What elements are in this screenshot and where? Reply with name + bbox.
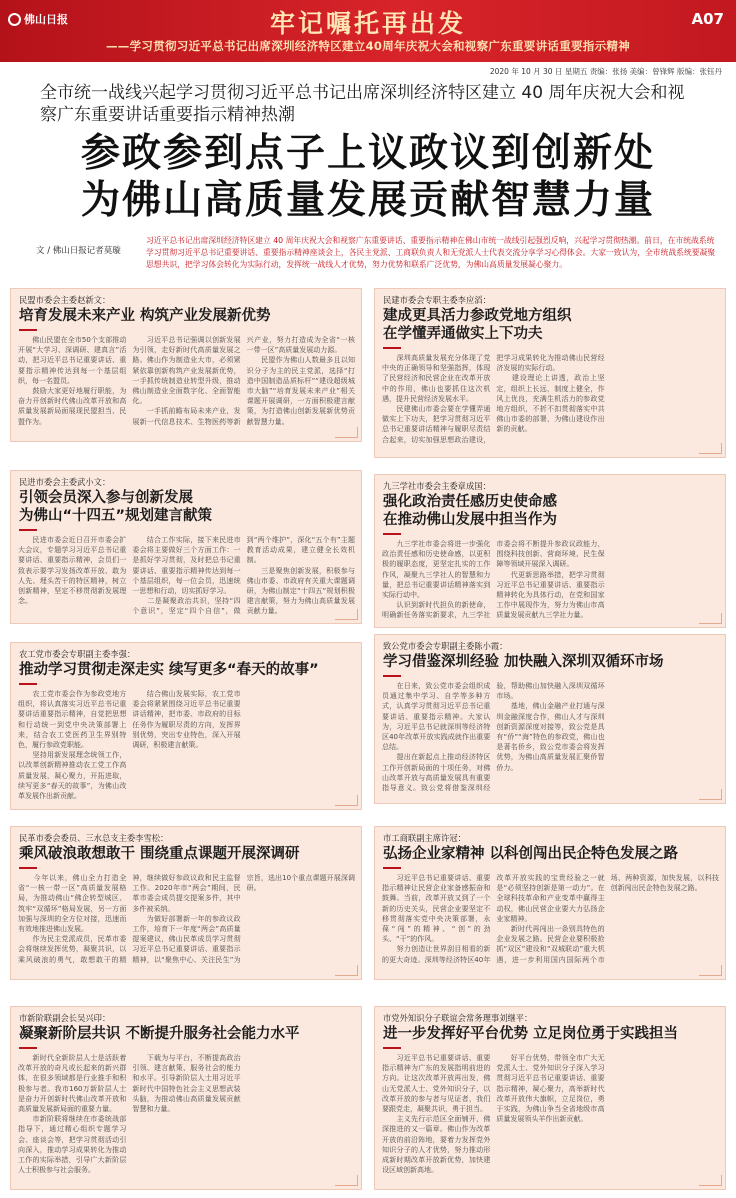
article-title-line: 推动学习贯彻走深走实 续写更多“春天的故事” (19, 662, 319, 678)
article-paragraph: 民盟作为佛山人数最多且以知识分子为主的民主党派，选择“打造中国制造品质标杆”“建设超级城市大脑”“培育发展未来产业”相关课题开展调研，一方面积极建言献策，为打造佛山创新发展新优势贡献智慧力量。 (246, 356, 355, 426)
article-paragraph: 深圳高质量发展充分体现了党中央的正确领导和坚强指挥，体现了民营经济和民营企业在改革开放中的作用，佛山也要抓住这次机遇，提升民营经济发展水平。 (382, 354, 491, 403)
article-paragraph: 新时代再闯出一条别具特色的企业发展之路。民营企业要积极抢抓“双区”建设和“双城联动”重大机遇，进一步利用国内国际两个市场、两种资源，加快发展，以科技创新闯出民企特色发展之路。 (496, 874, 719, 964)
article-paragraph: 佛山民盟在全市50个支部推动开展“大学习、深调研、建真言”活动，把习近平总书记重要讲话、重要指示精神传达到每一个基层组织，每一名盟员。 (18, 336, 127, 385)
article-box (374, 1006, 726, 1190)
title-underline (19, 1047, 37, 1049)
lead-paragraph: 习近平总书记出席深圳经济特区建立 40 周年庆祝大会和视察广东重要讲话、重要指示精神在佛山市统一战线引起强烈反响，兴起学习贯彻热潮。前日，在市统战系统学习贯彻习近平总书记重要讲话、重要指示精神座谈会上，各民主党派、工商联负责人和无党派人士代表交流分享学习心得体会。大家一致认为，全市统战系统要凝聚思想共识，把学习体会转化为实际行动，发挥统一战线人才优势，努力优势和联系广泛优势，为佛山高质量发展凝心聚力。 (146, 236, 716, 269)
title-underline (383, 867, 401, 869)
section-subhead: ——学习贯彻习近平总书记出席深圳经济特区建立40周年庆祝大会和视察广东重要讲话重要指示精神 (106, 39, 630, 53)
article-box (374, 826, 726, 980)
article-paragraph: 习近平总书记重要讲话、重要指示精神让民营企业家备感振奋和鼓舞。当前，改革开放又到了一个新的历史关头，民营企业要坚定不移贯彻落实党中央决策部署，永葆“闯”的精神、“创”的劲头、“干”的作风。 (382, 874, 491, 944)
article-author: 九三学社市委会主委章成国： (383, 481, 491, 491)
article-author: 民进市委会主委武小文： (19, 477, 111, 487)
article-paragraph: 在日来，致公党市委会组织成员通过集中学习、自学等多种方式，认真学习贯彻习近平总书记重要讲话、重要指示精神。大家认为，习近平总书记就深圳等经济特区40年改革开放实践成就作出重要总结。 (382, 682, 491, 752)
article-box (374, 634, 726, 804)
article-paragraph: 鼓励大家更好地履行职能，为奋力开创新时代佛山改革开放和高质量发展新局面展现民盟担当、民盟作为。 (18, 387, 127, 426)
article-author: 农工党市委会专职副主委李强： (19, 649, 136, 659)
box-corner-ornament (335, 427, 358, 438)
title-underline (383, 675, 401, 677)
article-paragraph: 一手抓前瞻布局未来产业，发展新一代信息技术、生物医药等新兴产业，努力打造成为全省“一核一带一区”高质量发展动力源。 (132, 336, 355, 426)
article-paragraph: 下载为与平台，不断提高政治引领、建言献策、服务社会的能力和水平。引导新阶层人士用习近平新时代中国特色社会主义思想武装头脑，为推动佛山高质量发展贡献智慧和力量。 (132, 1054, 241, 1114)
article-paragraph: 主义先行示范区全面铺开，佛深推进的又一篇章。佛山作为改革开放的前沿阵地，要着力发挥党外知识分子的人才优势，努力推动形成新时期改革开放新优势，加快建设区域创新高地。 (382, 1115, 491, 1175)
box-corner-ornament (335, 1175, 358, 1186)
article-body (18, 873, 355, 975)
box-corner-ornament (335, 965, 358, 976)
box-corner-ornament (699, 965, 722, 976)
title-underline (383, 347, 401, 349)
article-title (19, 489, 355, 525)
article-title-line: 引领会员深入参与创新发展 (19, 490, 193, 506)
article-paragraph: 认识到新时代担负的新使命，明确新任务落实新要求，九三学社市委会将不断提升参政议政能力，围绕科技创新、营商环境、民生保障等领域开展深入调研。 (382, 540, 605, 620)
article-paragraph: 二是凝聚政治共识，坚持“四个意识”，坚定“四个自信”，做到“两个维护”，深化“五个有”主题教育活动成果，建立健全长效机制。 (132, 536, 355, 616)
article-author: 市工商联副主席许冠： (383, 833, 466, 843)
article-body (18, 689, 355, 805)
article-box (374, 288, 726, 458)
box-corner-ornament (699, 789, 722, 800)
article-title-line: 强化政治责任感历史使命感 (383, 494, 557, 510)
article-title (383, 493, 719, 529)
article-title-line: 为佛山“十四五”规划建言献策 (19, 508, 213, 524)
article-paragraph: 结合工作实际，接下来民进市委会将主要做好三个方面工作：一是抓好学习贯彻，及时把总书记重要讲话、重要指示精神传达到每一个基层组织，每一位会员，迅速统一思想和行动，切实抓好学习。 (132, 536, 241, 596)
box-corner-ornament (699, 613, 722, 624)
article-body (18, 535, 355, 619)
article-title (383, 307, 719, 343)
article-paragraph: 农工党市委会作为参政党地方组织，将认真落实习近平总书记重要讲话重要指示精神，自觉把思想和行动统一到党中央决策部署上来，结合农工党医药卫生界别特色，履行参政党职能。 (18, 690, 127, 750)
article-title-line: 学习借鉴深圳经验 加快融入深圳双循环市场 (383, 654, 664, 670)
box-corner-ornament (699, 1175, 722, 1186)
article-box (10, 288, 362, 442)
article-paragraph: 坚持用新发展理念统领工作，以改革创新精神推动农工党工作高质量发展，凝心聚力，开拓进取，续写更多“春天的故事”，为佛山改革发展作出新贡献。 (18, 751, 127, 801)
article-title-line: 在推动佛山发展中担当作为 (383, 512, 557, 528)
title-underline (19, 529, 37, 531)
article-paragraph: 民建佛山市委会要在学懂弄通做实上下功夫，把学习贯彻习近平总书记重要讲话精神与履职尽责结合起来，切实加强思想政治建设，把学习成果转化为推动佛山民营经济发展的实际行动。 (382, 354, 605, 444)
dateline: 2020 年 10 月 30 日 星期五 责编：张扬 美编：曾锋辉 版编：张钰丹 (489, 67, 722, 76)
article-body (18, 1053, 355, 1185)
logo-text: 佛山日报 (24, 13, 68, 26)
title-underline (19, 329, 37, 331)
article-box (374, 474, 726, 628)
title-underline (383, 1047, 401, 1049)
article-body (382, 353, 719, 453)
title-underline (19, 867, 37, 869)
article-paragraph: 提出在新起点上推动经济特区工作开创新局面的十项任务，对佛山改革开放与高质量发展具有重要指导意义。致公党将借鉴深圳经验，帮助佛山加快融入深圳双循环市场。 (382, 682, 605, 793)
article-box (10, 826, 362, 980)
title-underline (19, 683, 37, 685)
article-paragraph: 作为民主党派成员，民革市委会将继续发挥优势，凝聚共识，以乘风破浪的勇气，敢想敢干的精神，继续做好参政议政和民主监督工作。2020年市“两会”期间，民革市委会成员提交提案多件，其中多件被采纳。 (18, 874, 241, 964)
article-paragraph: 好平台优势，带领全市广大无党派人士、党外知识分子深入学习贯彻习近平总书记重要讲话、重要指示精神，凝心聚力，高举新时代改革开放伟大旗帜，立足岗位，勇于实践，为佛山争当全省地级市高质量发展领头羊作出新贡献。 (496, 1054, 605, 1124)
article-title-line: 进一步发挥好平台优势 立足岗位勇于实践担当 (383, 1026, 679, 1042)
box-corner-ornament (335, 795, 358, 806)
article-paragraph: 为做好部署新一年的参政议政工作，培育下一年度“两会”高质量提案建议，佛山民革成员学习贯彻习近平总书记重要讲话、重要指示精神，以“聚焦中心、关注民生”为宗旨，选出10个重点课题开展深调研。 (132, 874, 355, 964)
article-title-line: 凝聚新阶层共识 不断提升服务社会能力水平 (19, 1026, 300, 1042)
article-paragraph: 基地，佛山金融产业打通与深圳金融深度合作，佛山人才与深圳创新资源深度对接等，致公党是具有“侨”“海”特色的参政党，佛山也是著名侨乡，致公党市委会将发挥优势，为佛山高质量发展汇聚侨智侨力。 (496, 702, 605, 772)
article-title (19, 307, 355, 325)
masthead-banner (0, 0, 736, 62)
article-title (19, 661, 355, 679)
headline-line-2: 为佛山高质量发展贡献智慧力量 (80, 178, 655, 223)
article-body (382, 873, 719, 975)
article-paragraph: 习近平总书记重要讲话、重要指示精神为广东的发展指明前进的方向。让这次改革开放再出发，佛山无党派人士、党外知识分子，以改革开放的参与者与见证者，我们要跟党走，凝聚共识，勇于担当。 (382, 1054, 491, 1114)
article-author: 民建市委会专职主委李应滔： (383, 295, 491, 305)
article-title (19, 1025, 355, 1043)
article-title (19, 845, 355, 863)
article-box (10, 642, 362, 810)
article-paragraph: 新时代全新阶层人士是活跃着改革开放的奇凡或长起来的新兴群体，在很多领域都是行业推手和积极参与者。我市160万新阶层人士是奋力开创新时代佛山改革开放和高质量发展新局面的重要力量。 (18, 1054, 127, 1114)
box-corner-ornament (335, 609, 358, 620)
article-body (18, 335, 355, 437)
page-number: A07 (691, 10, 724, 28)
article-paragraph: 三是聚焦创新发展，积极参与佛山市委、市政府有关重大课题调研，为佛山制定“十四五”规划积极建言献策，努力为佛山高质量发展贡献力量。 (246, 566, 355, 616)
article-body (382, 1053, 719, 1185)
article-box (10, 470, 362, 624)
title-underline (383, 533, 401, 535)
section-masthead: 牢记嘱托再出发 (269, 9, 466, 38)
article-body (382, 539, 719, 623)
article-title (383, 845, 719, 863)
article-title (383, 1025, 719, 1043)
article-body (382, 681, 719, 799)
article-paragraph: 代更新思路举措，把学习贯彻习近平总书记重要讲话、重要指示精神转化为具体行动，在党和国家工作中展现作为，努力为佛山市高质量发展贡献九三学社力量。 (496, 570, 605, 620)
headline-line-1: 参政参到点子上议政议到创新处 (80, 131, 655, 176)
article-author: 市党外知识分子联谊会常务理事刘继平： (383, 1013, 533, 1023)
article-title-line: 培育发展未来产业 构筑产业发展新优势 (19, 308, 271, 324)
article-paragraph: 市新阶联将继续在市委统战部指导下，通过精心组织专题学习会、座谈会等，把学习贯彻活动引向深入，推动学习成果转化为推动工作的实际举措，引导广大新阶层人士积极参与社会服务。 (18, 1115, 127, 1175)
article-paragraph: 今年以来，佛山全力打造全省“一核一带一区”高质量发展格局，为推动佛山“佛企转型城区、筑牢“双循环”格局发展，另一方面加强与深圳的全方位对接，迅速而有效地推进佛山发展。 (18, 874, 127, 934)
article-paragraph: 九三学社市委会将进一步强化政治责任感和历史使命感，以更积极的履职态度，更坚定扎实的工作作风，凝聚九三学社人的智慧和力量，把总书记重要讲话精神落实到实际行动中。 (382, 540, 491, 600)
article-author: 市新阶联副会长吴兴印： (19, 1013, 111, 1023)
article-author: 民革市委会委员、三水总支主委李雪松： (19, 833, 169, 843)
article-paragraph: 习近平总书记强调以创新发展为引领，走好新时代高质量发展之路。佛山作为制造业大市，必须紧紧依靠创新构筑产业发展新优势，一手抓传统制造业转型升级，推动佛山制造业全面数字化、全面智能化。 (132, 336, 241, 406)
article-title-line: 建成更具活力参政党地方组织 (383, 308, 572, 324)
article-title-line: 弘扬企业家精神 以科创闯出民企特色发展之路 (383, 846, 679, 862)
article-paragraph: 努力创造让世界刮目相看的新的更大奇迹。深圳等经济特区40年改革开放实践的宝贵经验之一就是“必须坚持创新是第一动力”。在全球科技革命和产业变革中赢得主动权，佛山民营企业要大力弘扬企业家精神。 (382, 874, 605, 964)
article-title-line: 乘风破浪敢想敢干 围绕重点课题开展深调研 (19, 846, 300, 862)
article-box (10, 1006, 362, 1190)
article-title (383, 653, 719, 671)
byline: 文 / 佛山日报记者莫璇 (36, 246, 121, 256)
article-paragraph: 建设理论上讲透，政治上坚定，组织上长远，制度上健全，作风上优良，充满生机活力的参政党地方组织，不折不扣贯彻落实中共佛山市委的部署，为佛山建设作出新的贡献。 (496, 374, 605, 434)
box-corner-ornament (699, 443, 722, 454)
article-paragraph: 结合佛山发展实际，农工党市委会将紧紧围绕习近平总书记重要讲话精神，把市委、市政府的目标任务作为履职尽责的方向，发挥界别优势，突出专业特色，深入开展调研，积极建言献策。 (132, 690, 241, 750)
article-paragraph: 民进市委会近日召开市委会扩大会议，专题学习习近平总书记重要讲话、重要指示精神，会员们一致表示要学习发扬改革开放、敢为人先、埋头苦干的特区精神，树立创新精神，坚定不移贯彻新发展理念。 (18, 536, 127, 606)
article-author: 民盟市委会主委赵新文： (19, 295, 111, 305)
kicker: 全市统一战线兴起学习贯彻习近平总书记出席深圳经济特区建立 40 周年庆祝大会和视察广东重要讲话重要指示精神热潮 (40, 83, 685, 125)
main-headline (0, 130, 736, 224)
article-title-line: 在学懂弄通做实上下功夫 (383, 326, 543, 342)
article-author: 致公党市委会专职副主委陈小霞： (383, 641, 508, 651)
